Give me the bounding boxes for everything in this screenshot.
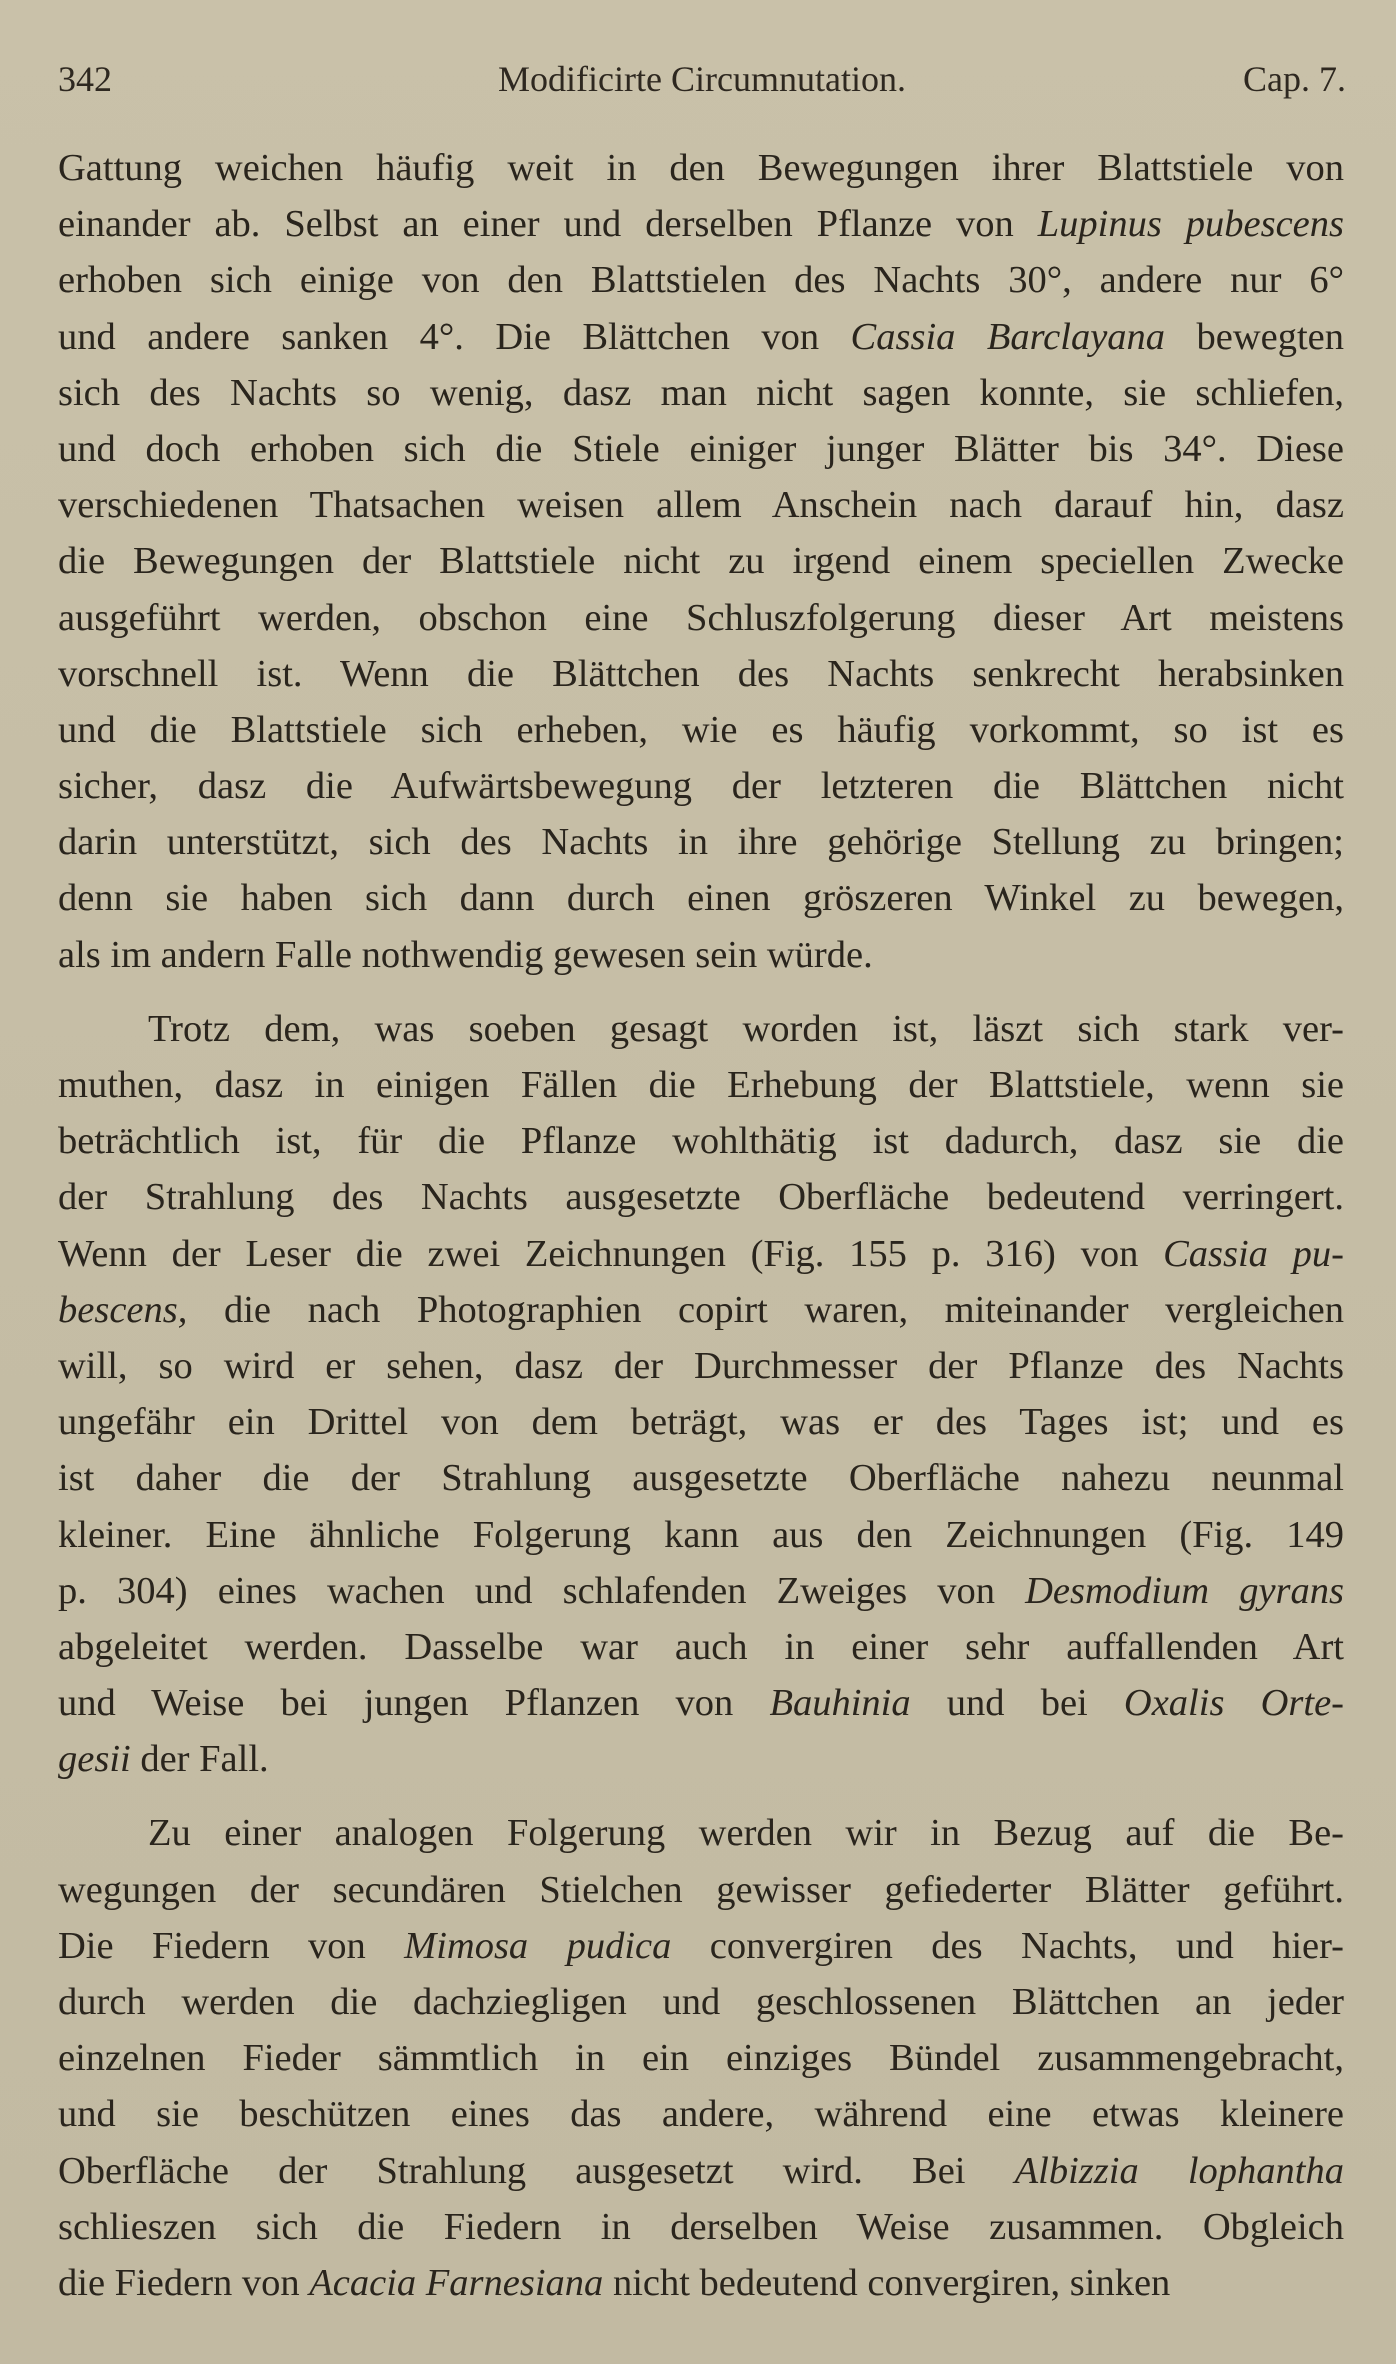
text-run: und bei (910, 1682, 1124, 1725)
text-line (58, 2143, 1344, 2199)
italic-taxon: gesii (58, 1738, 131, 1781)
page-header (58, 54, 1346, 104)
paragraph (58, 1001, 1344, 1788)
page-number: 342 (58, 59, 112, 99)
italic-taxon: Oxalis Orte- (1123, 1682, 1344, 1725)
text-run: Oberfläche der Strahlung ausgesetzt wird. Bei (58, 2149, 1015, 2192)
text-run: sich des Nachts so wenig, dasz man nicht sagen konnte, sie schliefen, (58, 371, 1344, 414)
text-line (58, 196, 1344, 252)
text-line (58, 2086, 1344, 2142)
italic-taxon: Desmodium gyrans (1025, 1569, 1344, 1612)
text-run: nicht bedeutend convergiren, sinken (603, 2261, 1171, 2304)
text-run: einzelnen Fieder sämmtlich in ein einziges Bündel zusammengebracht, (58, 2037, 1344, 2080)
text-run: vorschnell ist. Wenn die Blättchen des Nachts senkrecht herabsinken (58, 652, 1344, 695)
text-run: und doch erhoben sich die Stiele einiger junger Blätter bis 34°. Diese (58, 427, 1344, 470)
text-run: sicher, dasz die Aufwärtsbewegung der letzteren die Blättchen nicht (58, 765, 1344, 808)
body-text (58, 140, 1344, 2311)
text-line (58, 646, 1344, 702)
text-line (58, 1563, 1344, 1619)
text-line (58, 2030, 1344, 2086)
text-run: und andere sanken 4°. Die Blättchen von (58, 315, 851, 358)
text-line (58, 1169, 1344, 1225)
text-run: einander ab. Selbst an einer und derselben Pflanze von (58, 203, 1038, 246)
text-run: Zu einer analogen Folgerung werden wir in Bezug auf die Be- (148, 1812, 1344, 1855)
text-run: abgeleitet werden. Dasselbe war auch in einer sehr auffallenden Art (58, 1625, 1344, 1668)
text-line (58, 1057, 1344, 1113)
text-run: convergiren des Nachts, und hier- (671, 1924, 1344, 1967)
paragraph (58, 1805, 1344, 2311)
italic-taxon: Bauhinia (769, 1682, 911, 1725)
text-line (58, 1001, 1344, 1057)
text-line (58, 2255, 1344, 2311)
text-line (58, 814, 1344, 870)
text-run: muthen, dasz in einigen Fällen die Erhebung der Blattstiele, wenn sie (58, 1064, 1344, 1106)
italic-taxon: Cassia Barclayana (850, 315, 1166, 358)
italic-taxon: Cassia pu- (1163, 1232, 1344, 1275)
italic-taxon: bescens, (58, 1288, 188, 1331)
text-run: und sie beschützen eines das andere, während eine etwas kleinere (58, 2093, 1344, 2136)
text-run: darin unterstützt, sich des Nachts in ihre gehörige Stellung zu bringen; (58, 821, 1344, 864)
text-line (58, 1805, 1344, 1861)
text-run: schlieszen sich die Fiedern in derselben Weise zusammen. Obgleich (58, 2205, 1344, 2248)
paragraph-gap (58, 1787, 1344, 1805)
text-line (58, 365, 1344, 421)
text-line (58, 870, 1344, 926)
text-run: die Bewegungen der Blattstiele nicht zu irgend einem speciellen Zwecke (58, 540, 1344, 583)
text-line (58, 1675, 1344, 1731)
text-run: ausgeführt werden, obschon eine Schluszfolgerung dieser Art meistens (58, 596, 1344, 639)
text-line (58, 533, 1344, 589)
text-run: Die Fiedern von (58, 1924, 405, 1967)
text-run: kleiner. Eine ähnliche Folgerung kann aus den Zeichnungen (Fig. 149 (58, 1513, 1344, 1556)
text-line (58, 1282, 1344, 1338)
text-run: beträchtlich ist, für die Pflanze wohlthätig ist dadurch, dasz sie die (58, 1120, 1344, 1163)
text-run: will, so wird er sehen, dasz der Durchmesser der Pflanze des Nachts (58, 1344, 1344, 1387)
text-line (58, 2199, 1344, 2255)
text-run: denn sie haben sich dann durch einen gröszeren Winkel zu bewegen, (58, 877, 1344, 920)
text-line (58, 477, 1344, 533)
text-line (58, 252, 1344, 308)
text-run: Trotz dem, was soeben gesagt worden ist, läszt sich stark ver- (148, 1007, 1344, 1050)
text-line (58, 1619, 1344, 1675)
text-run: bewegten (1165, 315, 1345, 358)
text-run: Gattung weichen häufig weit in den Bewegungen ihrer Blattstiele von (58, 147, 1344, 189)
italic-taxon: Acacia Farnesiana (309, 2261, 604, 2304)
text-line (58, 309, 1344, 365)
text-run: und Weise bei jungen Pflanzen von (58, 1682, 770, 1725)
italic-taxon: Albizzia lophantha (1014, 2149, 1344, 2192)
text-run: wegungen der secundären Stielchen gewisser gefiederter Blätter geführt. (58, 1868, 1344, 1911)
text-run: Wenn der Leser die zwei Zeichnungen (Fig. 155 p. 316) von (58, 1232, 1164, 1275)
text-line (58, 758, 1344, 814)
text-run: der Fall. (130, 1738, 269, 1781)
text-line (58, 140, 1344, 196)
text-run: ungefähr ein Drittel von dem beträgt, was er des Tages ist; und es (58, 1401, 1344, 1444)
paragraph (58, 140, 1344, 983)
text-line (58, 1974, 1344, 2030)
text-run: der Strahlung des Nachts ausgesetzte Oberfläche bedeutend verringert. (58, 1176, 1344, 1219)
text-run: und die Blattstiele sich erheben, wie es häufig vorkommt, so ist es (58, 708, 1344, 751)
text-run: ist daher die der Strahlung ausgesetzte Oberfläche nahezu neunmal (58, 1457, 1344, 1500)
italic-taxon: Lupinus pubescens (1037, 203, 1344, 246)
text-run: verschiedenen Thatsachen weisen allem Anschein nach darauf hin, dasz (58, 484, 1344, 527)
text-run: p. 304) eines wachen und schlafenden Zweiges von (58, 1569, 1026, 1612)
text-run: erhoben sich einige von den Blattstielen des Nachts 30°, andere nur 6° (58, 259, 1344, 302)
text-line (58, 1507, 1344, 1563)
italic-taxon: Mimosa pudica (404, 1924, 672, 1967)
text-line (58, 1918, 1344, 1974)
running-title: Modificirte Circumnutation. (498, 59, 906, 99)
text-line (58, 1731, 1344, 1787)
text-line (58, 1862, 1344, 1918)
text-line (58, 1226, 1344, 1282)
text-run: die nach Photographien copirt waren, miteinander vergleichen (187, 1288, 1344, 1331)
text-run: durch werden die dachziegligen und geschlossenen Blättchen an jeder (58, 1981, 1344, 2023)
text-line (58, 421, 1344, 477)
text-line (58, 927, 1344, 983)
text-run: als im andern Falle nothwendig gewesen sein würde. (58, 933, 873, 976)
text-line (58, 1338, 1344, 1394)
chapter-label: Cap. 7. (1243, 59, 1346, 99)
text-line (58, 1394, 1344, 1450)
text-run: die Fiedern von (58, 2261, 310, 2304)
text-line (58, 590, 1344, 646)
paragraph-gap (58, 983, 1344, 1001)
text-line (58, 1113, 1344, 1169)
text-line (58, 1450, 1344, 1506)
text-line (58, 702, 1344, 758)
